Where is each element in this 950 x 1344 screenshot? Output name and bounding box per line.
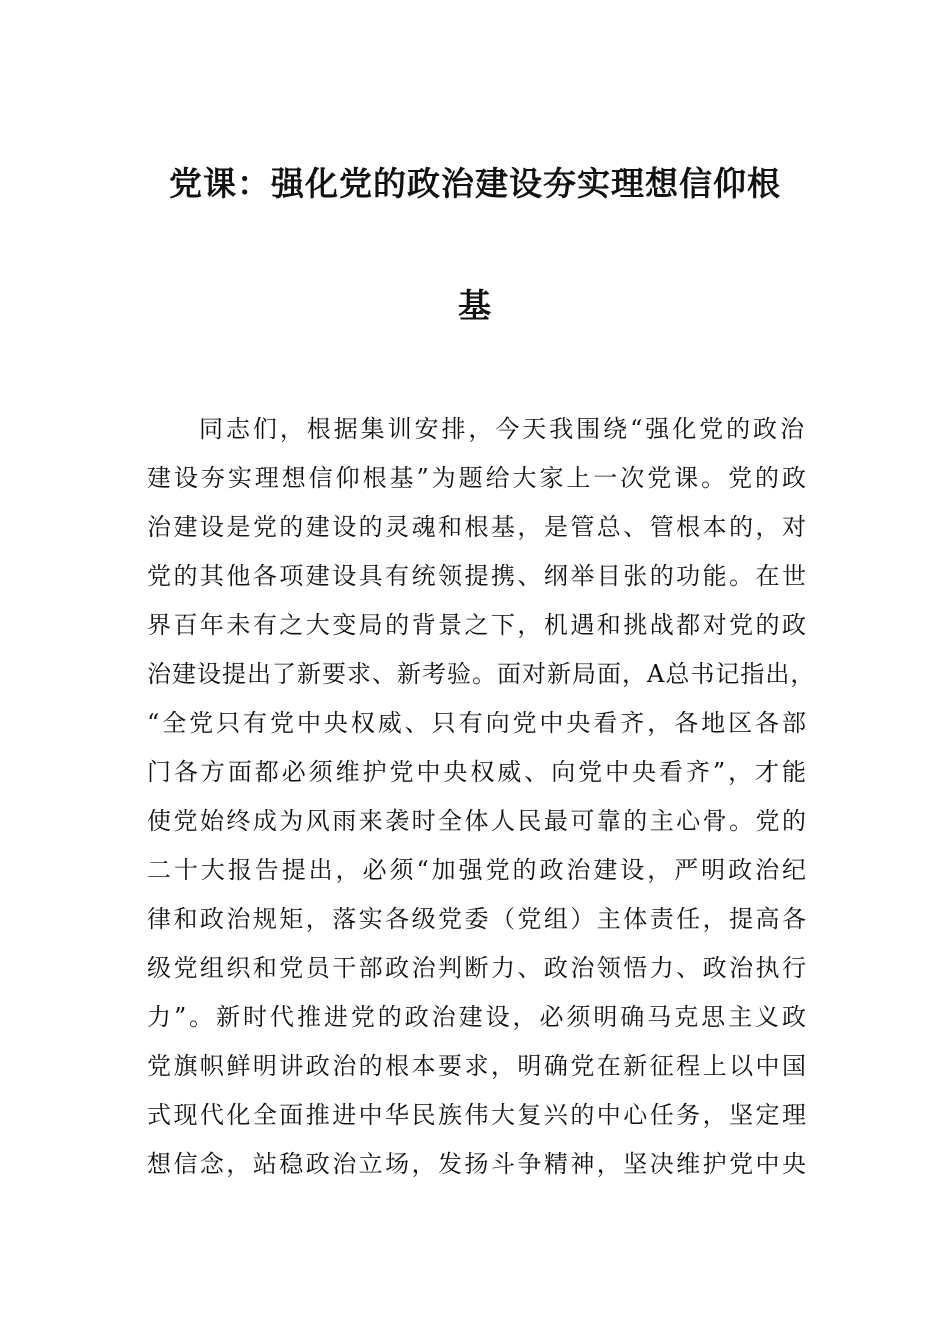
document-title-line-1: 党课：强化党的政治建设夯实理想信仰根 (169, 164, 781, 203)
body-line: 治建设提出了新要求、新考验。面对新局面，A总书记指出， (147, 660, 816, 688)
body-line: 建设夯实理想信仰根基”为题给大家上一次党课。党的政 (147, 464, 807, 492)
body-line: 界百年未有之大变局的背景之下，机遇和挑战都对党的政 (147, 611, 807, 639)
body-line: 级党组织和党员干部政治判断力、政治领悟力、政治执行 (147, 954, 807, 982)
body-line: 使党始终成为风雨来袭时全体人民最可靠的主心骨。党的 (147, 807, 807, 835)
body-line: “全党只有党中央权威、只有向党中央看齐，各地区各部 (147, 709, 807, 737)
body-line: 想信念，站稳政治立场，发扬斗争精神，坚决维护党中央 (147, 1150, 807, 1178)
body-line: 力”。新时代推进党的政治建设，必须明确马克思主义政 (147, 1003, 807, 1031)
body-line: 门各方面都必须维护党中央权威、向党中央看齐”，才能 (147, 758, 807, 786)
body-line: 同志们，根据集训安排，今天我围绕“强化党的政治 (199, 415, 805, 443)
document-title-line-2: 基 (458, 286, 492, 325)
body-line: 式现代化全面推进中华民族伟大复兴的中心任务，坚定理 (147, 1101, 807, 1129)
body-line: 二十大报告提出，必须“加强党的政治建设，严明政治纪 (147, 856, 807, 884)
body-line: 党的其他各项建设具有统领提携、纲举目张的功能。在世 (147, 562, 807, 590)
body-line: 党旗帜鲜明讲政治的根本要求，明确党在新征程上以中国 (147, 1052, 807, 1080)
body-line: 治建设是党的建设的灵魂和根基，是管总、管根本的，对 (147, 513, 807, 541)
body-line: 律和政治规矩，落实各级党委（党组）主体责任，提高各 (147, 905, 807, 933)
